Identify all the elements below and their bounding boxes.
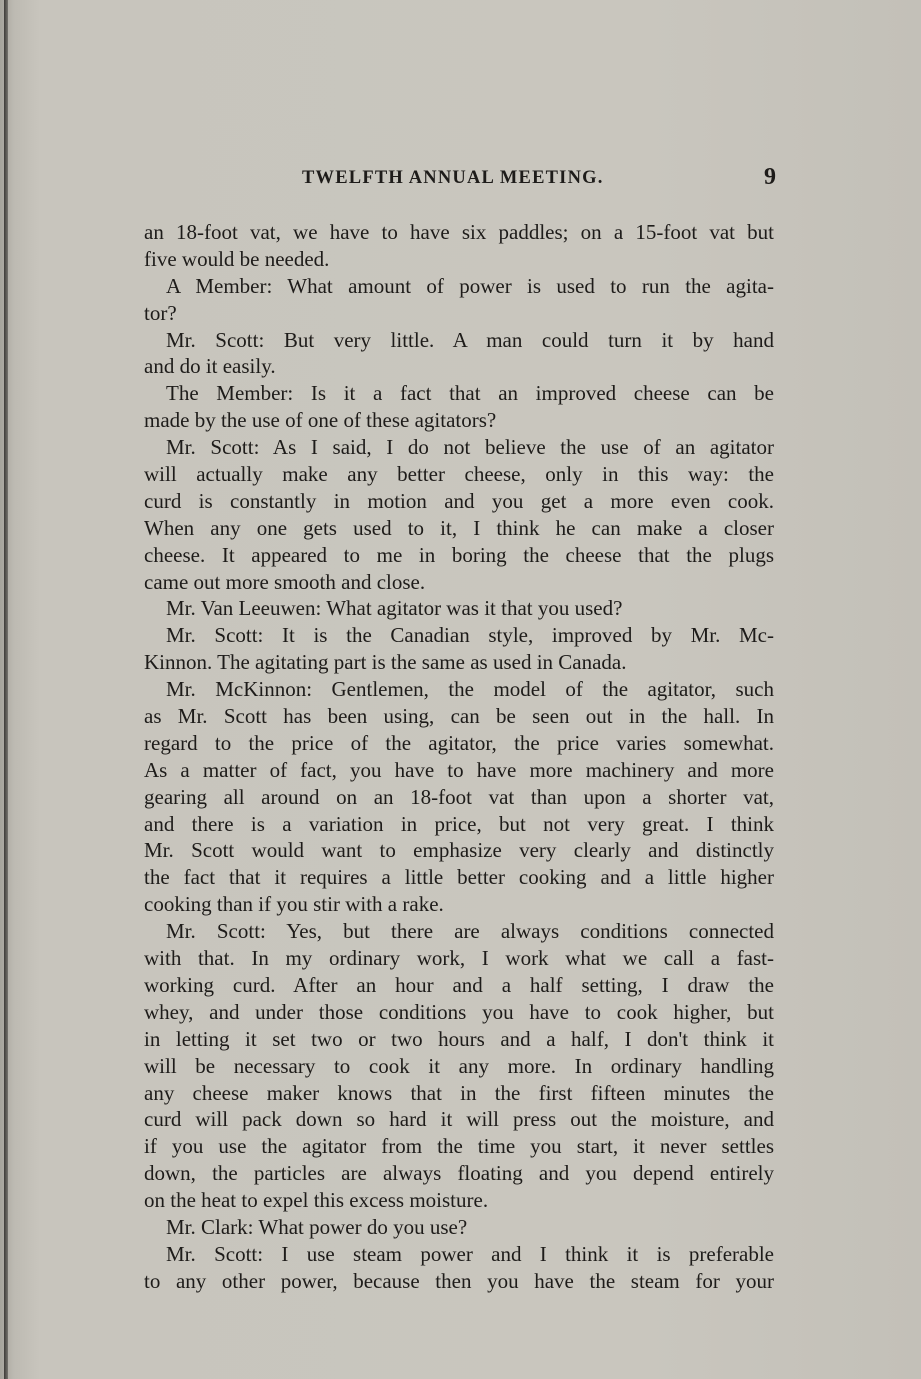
- body-text: [144, 219, 774, 1295]
- text-line: Mr. Van Leeuwen: What agitator was it that you used?: [166, 596, 623, 621]
- text-line: Mr. Scott: It is the Canadian style, improved by Mr. Mc-: [166, 623, 774, 648]
- page-spine-edge: [4, 0, 8, 1379]
- text-line: cooking than if you stir with a rake.: [144, 892, 444, 917]
- text-line: Mr. McKinnon: Gentlemen, the model of the agitator, such: [166, 677, 774, 702]
- text-line: Mr. Scott: I use steam power and I think it is preferable: [166, 1241, 774, 1266]
- text-line: tor?: [144, 300, 177, 325]
- text-line: When any one gets used to it, I think he can make a closer: [144, 515, 774, 540]
- text-line: Mr. Clark: What power do you use?: [166, 1214, 468, 1239]
- text-line: made by the use of one of these agitators?: [144, 408, 497, 433]
- text-line: an 18-foot vat, we have to have six paddles; on a 15-foot vat but: [144, 220, 774, 244]
- text-line: if you use the agitator from the time you start, it never settles: [144, 1134, 774, 1159]
- text-line: Mr. Scott would want to emphasize very clearly and distinctly: [144, 838, 774, 863]
- text-line: any cheese maker knows that in the first fifteen minutes the: [144, 1080, 774, 1105]
- text-line: Mr. Scott: As I said, I do not believe the use of an agitator: [166, 435, 774, 460]
- page-number: 9: [764, 164, 776, 190]
- text-line: as Mr. Scott has been using, can be seen out in the hall. In: [144, 704, 774, 729]
- text-line: whey, and under those conditions you have to cook higher, but: [144, 999, 774, 1024]
- text-line: to any other power, because then you have the steam for your: [144, 1268, 774, 1293]
- text-line: curd will pack down so hard it will press out the moisture, and: [144, 1107, 774, 1132]
- text-line: the fact that it requires a little better cooking and a little higher: [144, 865, 774, 890]
- text-line: down, the particles are always floating and you depend entirely: [144, 1161, 774, 1186]
- text-line: will actually make any better cheese, only in this way: the: [144, 462, 774, 487]
- text-line: on the heat to expel this excess moisture.: [144, 1188, 489, 1213]
- text-line: As a matter of fact, you have to have more machinery and more: [144, 757, 774, 782]
- text-line: Kinnon. The agitating part is the same as used in Canada.: [144, 650, 627, 675]
- text-line: and there is a variation in price, but not very great. I think: [144, 811, 774, 836]
- running-head: TWELFTH ANNUAL MEETING.: [302, 168, 604, 188]
- text-line: Mr. Scott: But very little. A man could turn it by hand: [166, 327, 774, 352]
- text-line: with that. In my ordinary work, I work what we call a fast-: [144, 946, 774, 971]
- text-line: cheese. It appeared to me in boring the cheese that the plugs: [144, 542, 774, 567]
- text-line: A Member: What amount of power is used to run the agita-: [166, 273, 774, 298]
- text-line: in letting it set two or two hours and a half, I don't think it: [144, 1026, 774, 1051]
- text-line: gearing all around on an 18-foot vat than upon a shorter vat,: [144, 784, 774, 809]
- text-line: and do it easily.: [144, 354, 276, 379]
- text-line: regard to the price of the agitator, the price varies somewhat.: [144, 730, 774, 755]
- text-line: will be necessary to cook it any more. In ordinary handling: [144, 1053, 774, 1078]
- text-line: The Member: Is it a fact that an improved cheese can be: [166, 381, 774, 406]
- text-line: five would be needed.: [144, 246, 330, 271]
- text-line: came out more smooth and close.: [144, 569, 426, 594]
- text-line: Mr. Scott: Yes, but there are always conditions connected: [166, 919, 774, 944]
- text-line: curd is constantly in motion and you get a more even cook.: [144, 488, 774, 513]
- page-header: [140, 164, 776, 194]
- text-line: working curd. After an hour and a half setting, I draw the: [144, 972, 774, 997]
